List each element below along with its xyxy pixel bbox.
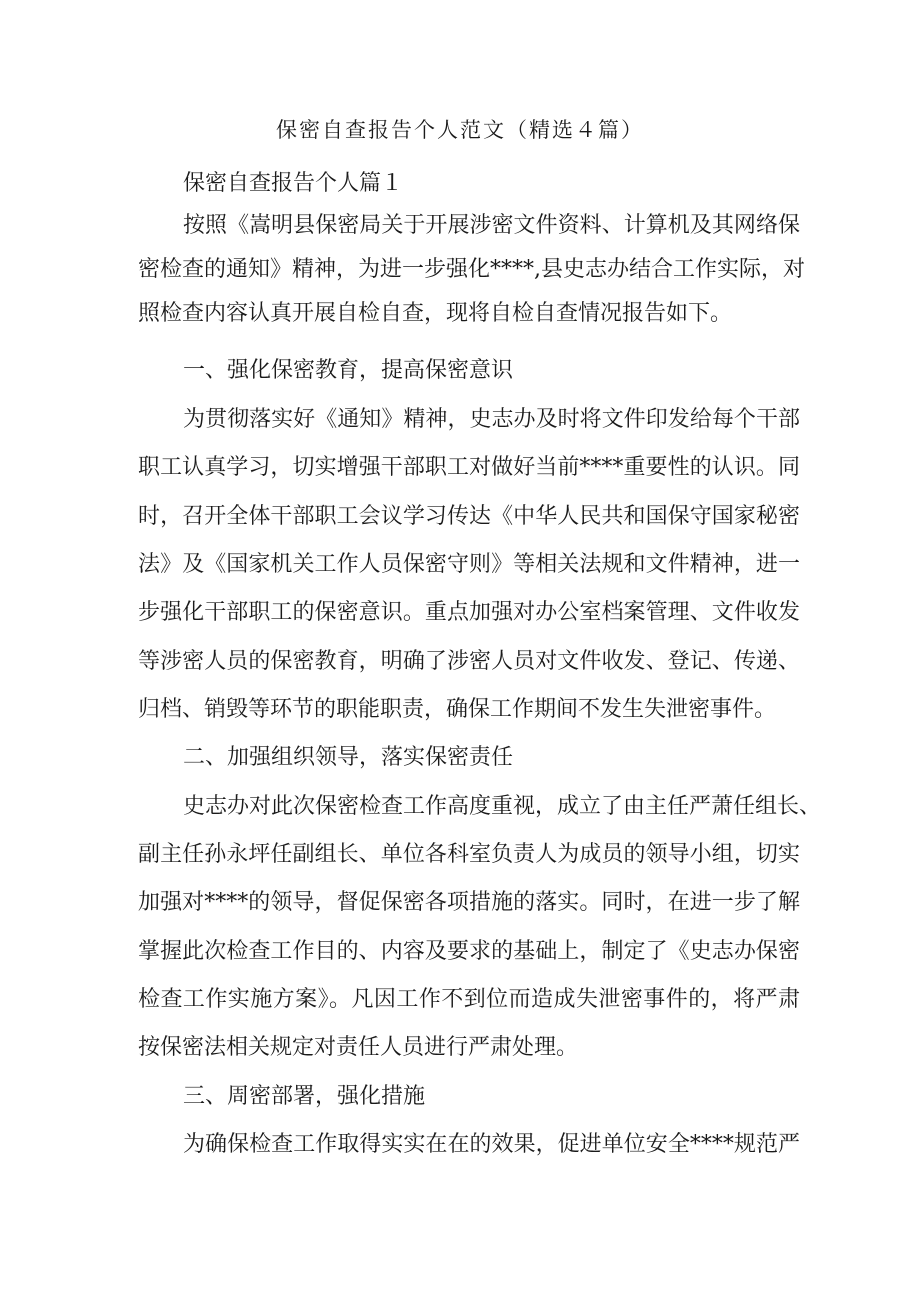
paragraph-line: 为确保检查工作取得实实在在的效果，促进单位安全****规范严: [183, 1132, 800, 1157]
paragraph-line: 步强化干部职工的保密意识。重点加强对办公室档案管理、文件收发: [138, 600, 800, 625]
section-heading: 保密自查报告个人篇１: [183, 171, 404, 196]
paragraph-line: 为贯彻落实好《通知》精神，史志办及时将文件印发给每个干部: [183, 407, 800, 432]
paragraph-line: 时，召开全体干部职工会议学习传达《中华人民共和国保守国家秘密: [138, 504, 800, 529]
paragraph-line: 检查工作实施方案》。凡因工作不到位而造成失泄密事件的，将严肃: [138, 987, 800, 1012]
document-title: 保密自查报告个人范文（精选４篇）: [276, 118, 644, 142]
paragraph-line: 等涉密人员的保密教育，明确了涉密人员对文件收发、登记、传递、: [138, 649, 800, 674]
paragraph-line: 副主任孙永坪任副组长、单位各科室负责人为成员的领导小组，切实: [138, 842, 800, 867]
paragraph-line: 史志办对此次保密检查工作高度重视，成立了由主任严萧任组长、: [183, 794, 822, 819]
paragraph-line: 归档、销毁等环节的职能职责，确保工作期间不发生失泄密事件。: [138, 697, 777, 722]
paragraph-line: 加强对****的领导，督促保密各项措施的落实。同时，在进一步了解: [138, 890, 800, 915]
paragraph-line: 法》及《国家机关工作人员保密守则》等相关法规和文件精神，进一: [138, 552, 800, 577]
paragraph-line: 照检查内容认真开展自检自查，现将自检自查情况报告如下。: [138, 301, 733, 326]
section-heading: 三、周密部署，强化措施: [183, 1084, 426, 1109]
paragraph-line: 按照《嵩明县保密局关于开展涉密文件资料、计算机及其网络保: [183, 213, 800, 238]
section-heading: 二、加强组织领导，落实保密责任: [183, 745, 514, 770]
paragraph-line: 密检查的通知》精神，为进一步强化****,县史志办结合工作实际，对: [138, 257, 805, 282]
paragraph-line: 按保密法相关规定对责任人员进行严肃处理。: [138, 1035, 579, 1060]
section-heading: 一、强化保密教育，提高保密意识: [183, 358, 514, 383]
paragraph-line: 掌握此次检查工作目的、内容及要求的基础上，制定了《史志办保密: [138, 939, 800, 964]
paragraph-line: 职工认真学习，切实增强干部职工对做好当前****重要性的认识。同: [138, 455, 800, 480]
